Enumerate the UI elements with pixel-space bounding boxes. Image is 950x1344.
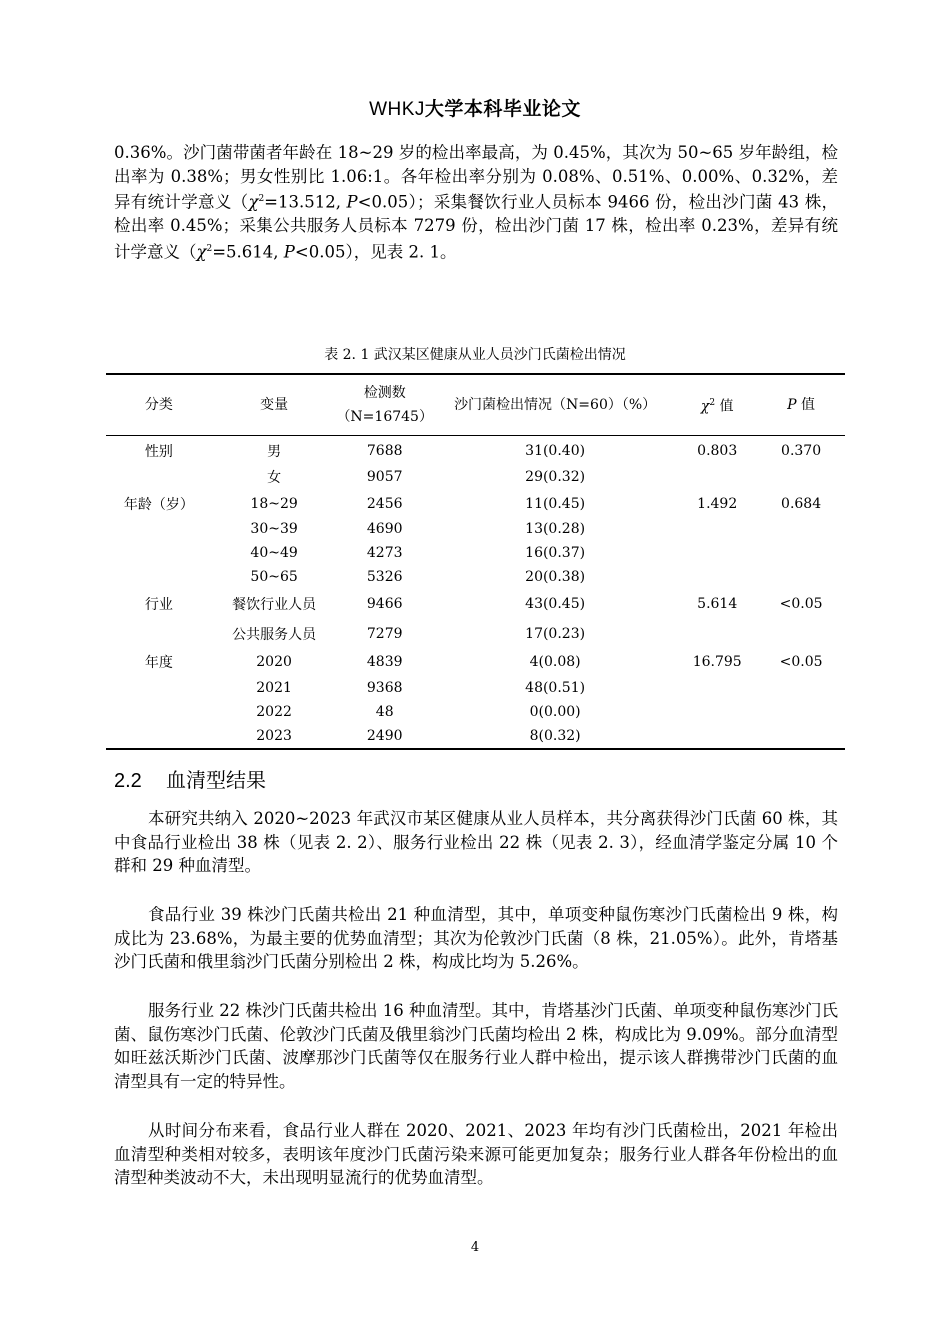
cell-count: 9368	[366, 679, 403, 696]
chi-superscript-2: 2	[206, 243, 213, 254]
cell-count: 5326	[366, 568, 403, 585]
p-symbol-2: P	[283, 242, 295, 261]
cell-detection: 4(0.08)	[529, 654, 581, 670]
paragraph-time-distribution: 从时间分布来看，食品行业人群在 2020、2021、2023 年均有沙门氏菌检出，2021 年检出血清型种类相对较多，表明该年度沙门氏菌污染来源可能更加复杂；服务行业人群各年份检出的血清型种类波动不大，未出现明显流行的优势血清型。	[114, 1121, 838, 1187]
cell-variable: 男	[267, 443, 282, 460]
cell-chi	[677, 517, 757, 541]
header-title: 大学本科毕业论文	[424, 98, 581, 120]
table-row	[106, 700, 845, 724]
cell-category: 年龄（岁）	[123, 497, 194, 513]
table-row	[106, 724, 845, 749]
cell-category	[106, 676, 212, 700]
cell-count: 4273	[366, 544, 403, 561]
header-p-symbol: P	[787, 397, 797, 413]
cell-category	[106, 462, 212, 492]
cell-chi	[677, 700, 757, 724]
chi-symbol: χ	[248, 192, 259, 212]
intro-text-1: 0.36%。沙门菌带菌者年龄在 18~29 岁的检出率最高，为 0.45%，其次为 50~65 岁年龄组，检出率为 0.38%；男女性别比 1.06:1。各年检出率分别为 0.08%、0.51%、0.00%、0.32%，差异有统计学意义（	[114, 143, 838, 212]
cell-p	[757, 565, 845, 589]
header-detection: 沙门菌检出情况（N=60）（%）	[433, 374, 677, 436]
header-category: 分类	[106, 374, 212, 436]
table-row	[106, 589, 845, 619]
cell-variable: 2020	[256, 654, 292, 670]
cell-category	[106, 724, 212, 749]
cell-count: 2456	[366, 496, 403, 512]
cell-category: 性别	[144, 443, 173, 460]
header-count-line2: （N=16745）	[336, 409, 433, 425]
cell-detection: 0(0.00)	[529, 703, 581, 720]
table-row	[106, 462, 845, 492]
cell-chi	[677, 619, 757, 649]
cell-detection: 16(0.37)	[525, 544, 586, 561]
header-p-suffix: 值	[796, 397, 816, 413]
table-row	[106, 676, 845, 700]
cell-chi: 1.492	[697, 496, 738, 512]
cell-variable: 30~39	[250, 520, 298, 537]
intro-text-5: <0.05），见表 2. 1。	[294, 242, 457, 261]
header-chi-symbol: χ	[700, 398, 710, 415]
table-row	[106, 619, 845, 649]
header-chi	[677, 374, 757, 436]
header-chi-suffix: 值	[715, 398, 734, 415]
cell-detection: 48(0.51)	[525, 679, 586, 696]
intro-text-4: =5.614,	[212, 242, 284, 261]
table-row	[106, 649, 845, 676]
table-row	[106, 517, 845, 541]
cell-count: 7279	[366, 625, 403, 642]
cell-variable: 女	[267, 469, 282, 486]
cell-category	[106, 541, 212, 565]
cell-chi: 0.803	[697, 442, 738, 459]
cell-detection: 8(0.32)	[433, 724, 677, 749]
cell-count: 2490	[336, 724, 433, 749]
cell-count: 4839	[366, 654, 403, 670]
cell-variable: 2022	[256, 703, 292, 720]
cell-p: 0.370	[781, 442, 822, 459]
table-header-row	[106, 374, 845, 436]
page-header	[0, 94, 950, 121]
cell-detection: 20(0.38)	[525, 568, 586, 585]
cell-detection: 17(0.23)	[525, 625, 586, 642]
cell-category	[106, 517, 212, 541]
cell-count: 9466	[366, 595, 403, 612]
cell-variable: 50~65	[250, 568, 298, 585]
cell-chi	[677, 462, 757, 492]
table-row	[106, 436, 845, 462]
cell-count: 9057	[366, 468, 403, 485]
intro-paragraph	[114, 141, 838, 264]
cell-variable: 公共服务人员	[232, 626, 317, 643]
cell-variable: 40~49	[250, 544, 298, 561]
p-symbol: P	[346, 192, 358, 212]
cell-category	[106, 565, 212, 589]
cell-p	[757, 541, 845, 565]
intro-text-2: =13.512,	[264, 192, 347, 212]
cell-p: <0.05	[779, 654, 823, 670]
cell-detection: 11(0.45)	[525, 496, 586, 512]
cell-p	[757, 676, 845, 700]
cell-chi: 5.614	[697, 595, 738, 612]
cell-category: 年度	[144, 655, 173, 671]
cell-count: 48	[375, 703, 394, 720]
paragraph-overview: 本研究共纳入 2020~2023 年武汉市某区健康从业人员样本，共分离获得沙门氏菌 60 株，其中食品行业检出 38 株（见表 2. 2）、服务行业检出 22 株（见表 2. 3），经血清学鉴定分属 10 个群和 29 种血清型。	[114, 809, 838, 875]
cell-p	[757, 619, 845, 649]
table-body	[106, 436, 845, 749]
section-heading	[114, 764, 266, 793]
table-row	[106, 492, 845, 517]
chi-symbol-2: χ	[196, 242, 207, 261]
cell-variable: 2021	[256, 679, 292, 696]
cell-detection: 29(0.32)	[525, 468, 586, 485]
cell-p	[757, 462, 845, 492]
intro-text-3: <0.05）；采集餐饮行业人员标本 9466 份，检出沙门菌 43 株，检出率 0.45%；采集公共服务人员标本 7279 份，检出沙门菌 17 株，检出率 0.23%，差异有统计学意义（	[114, 192, 839, 261]
cell-category: 行业	[144, 596, 173, 613]
cell-chi	[677, 541, 757, 565]
cell-variable: 18~29	[250, 496, 298, 512]
header-variable: 变量	[212, 374, 337, 436]
section-title: 血清型结果	[166, 768, 266, 792]
cell-detection: 13(0.28)	[525, 520, 586, 537]
table-row	[106, 541, 845, 565]
results-table	[106, 373, 845, 750]
cell-detection: 31(0.40)	[525, 442, 586, 459]
paragraph-service-industry: 服务行业 22 株沙门氏菌共检出 16 种血清型。其中，肯塔基沙门氏菌、单项变种鼠伤寒沙门氏菌、鼠伤寒沙门氏菌、伦敦沙门氏菌及俄里翁沙门氏菌均检出 2 株，构成比为 9.09%。部分血清型如旺兹沃斯沙门氏菌、波摩那沙门氏菌等仅在服务行业人群中检出，提示该人群携带沙门氏菌的血清型具有一定的特异性。	[114, 1001, 838, 1091]
header-chi-sup: 2	[709, 398, 716, 409]
cell-category	[106, 700, 212, 724]
cell-variable: 餐饮行业人员	[232, 596, 317, 613]
cell-detection: 43(0.45)	[525, 595, 586, 612]
cell-p	[757, 724, 845, 749]
cell-chi	[677, 724, 757, 749]
cell-chi	[677, 565, 757, 589]
cell-chi	[677, 676, 757, 700]
table-row	[106, 565, 845, 589]
cell-p	[757, 517, 845, 541]
cell-count: 7688	[366, 442, 403, 459]
cell-p	[757, 700, 845, 724]
page-number: 4	[470, 1240, 480, 1255]
cell-count: 4690	[366, 520, 403, 537]
header-count-line1: 检测数	[363, 385, 406, 401]
header-count	[336, 374, 433, 436]
paragraph-food-industry: 食品行业 39 株沙门氏菌共检出 21 种血清型，其中，单项变种鼠伤寒沙门氏菌检出 9 株，构成比为 23.68%，为最主要的优势血清型；其次为伦敦沙门氏菌（8 株，21.05%）。此外，肯塔基沙门氏菌和俄里翁沙门氏菌分别检出 2 株，构成比均为 5.26%。	[114, 905, 838, 971]
cell-chi: 16.795	[692, 654, 742, 670]
header-p	[757, 374, 845, 436]
cell-p: <0.05	[779, 595, 823, 612]
cell-p: 0.684	[781, 496, 822, 512]
table-caption: 表 2. 1 武汉某区健康从业人员沙门氏菌检出情况	[324, 347, 626, 363]
cell-variable: 2023	[212, 724, 337, 749]
section-number: 2.2	[114, 770, 142, 792]
chi-superscript: 2	[258, 194, 265, 204]
cell-category	[106, 619, 212, 649]
header-brand: WHKJ	[369, 99, 425, 120]
